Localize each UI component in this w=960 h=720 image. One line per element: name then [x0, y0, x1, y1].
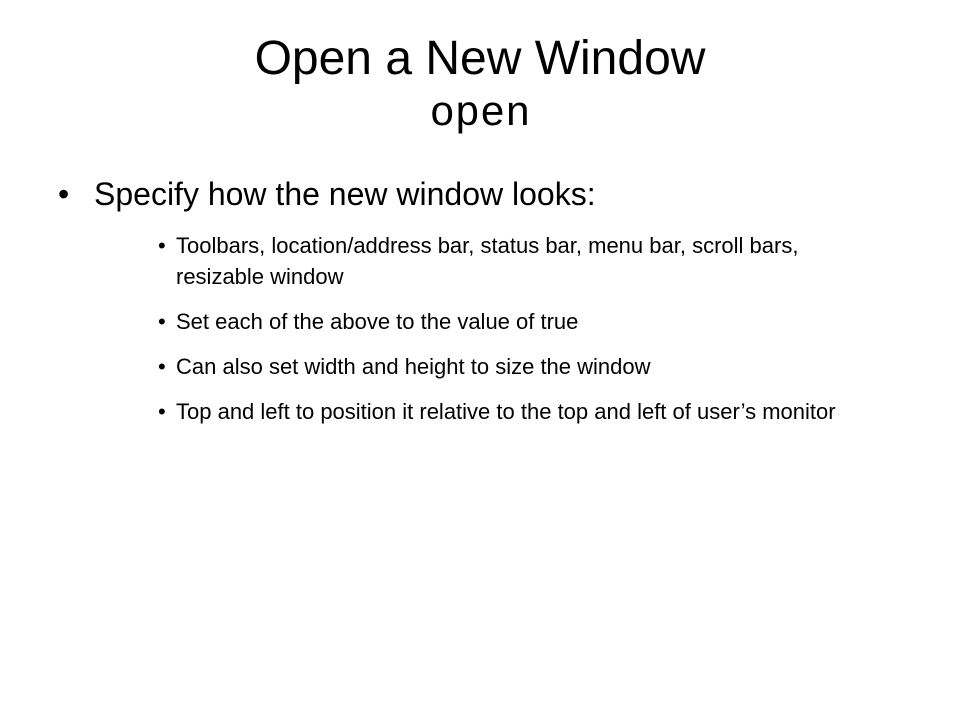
- bullet-marker: •: [158, 309, 166, 334]
- bullet-marker: •: [158, 354, 166, 379]
- bullet-level1-text: Specify how the new window looks:: [94, 176, 596, 212]
- sub-bullet-list: [58, 230, 918, 427]
- slide-title: [0, 30, 960, 140]
- title-text: Open a New Window: [254, 32, 706, 85]
- bullet-level1: [58, 174, 918, 214]
- title-code-text: open: [429, 90, 531, 138]
- sub-bullet: [158, 396, 876, 427]
- sub-bullet-text: Set each of the above to the value of true: [176, 309, 579, 334]
- sub-bullet-text: Top and left to position it relative to the top and left of user’s monitor: [176, 399, 836, 424]
- bullet-marker: •: [158, 399, 166, 424]
- sub-bullet-text: Toolbars, location/address bar, status bar, menu bar, scroll bars, resizable window: [176, 233, 799, 289]
- sub-bullet: [158, 306, 876, 337]
- sub-bullet-text: Can also set width and height to size the window: [176, 354, 651, 379]
- sub-bullet: [158, 230, 876, 292]
- sub-bullet: [158, 351, 876, 382]
- bullet-marker: •: [158, 233, 166, 258]
- slide-body: [58, 174, 918, 441]
- bullet-marker: •: [58, 176, 70, 212]
